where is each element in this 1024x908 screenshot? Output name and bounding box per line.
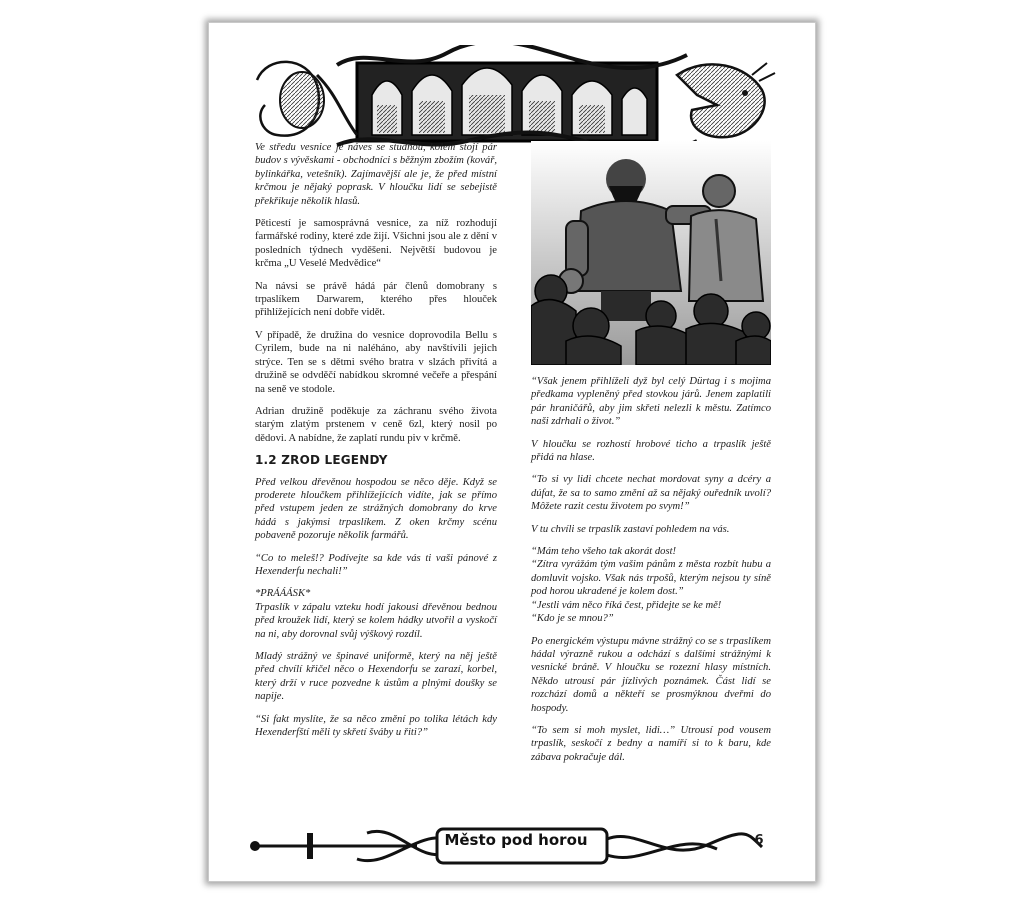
paragraph: “Jestli vám něco říká čest, přidejte se ke mě! — [531, 599, 722, 611]
paragraph: Mladý strážný ve špinavé uniformě, který na něj ještě před chvílí křičel něco o Hexendorfu se zarazí, korbel, který drží v ruce pozvedne k ústům a plnými doušky se napije. — [255, 651, 497, 703]
paragraph: Ve středu vesnice je náves se studnou, kolem stojí pár budov s vývěskami - obchodníci s běžným zbožím (kovář, bylinkářka, vetešník). Zajímavější ale je, že před místní krčmou je nějaký poprask. V hloučku lidí se sebejistě překřikuje několik hlasů. — [255, 142, 497, 207]
paragraph: Na návsi se právě hádá pár členů domobrany s trpaslíkem Darwarem, kterého přes hlouček přihlížejících není dobře vidět. — [255, 280, 497, 319]
paragraph: “Zítra vyrážám tým vašim pánům z města rozbít hubu a domluvit vojsko. Však nás trpošů, kterým nejsou ty síně pod horou ukradené je kolem dost.” — [531, 559, 771, 598]
paragraph: Pěticestí je samosprávná vesnice, za níž rozhodují farmářské rodiny, které zde žijí. Všichni jsou ale z dění v posledních týdnech vyděšeni. Největší budovou je krčma „U Veselé Medvědice“ — [255, 218, 497, 270]
paragraph: “Kdo je se mnou?” — [531, 613, 614, 625]
ornamental-header-banner — [247, 45, 777, 155]
paragraph: Po energickém výstupu mávne strážný co se s trpaslíkem hádal výrazně rukou a odchází s dalšími strážnými k vesnické bráně. V hloučku se rozezní hlasy místních. Někdo utrousí pár jízlivých poznámek. Část lidí se rozchází domů a někteří se prosmýknou dveřmi do hospody. — [531, 635, 771, 714]
paragraph: V hloučku se rozhostí hrobové ticho a trpaslík ještě přidá na hlase. — [531, 438, 771, 464]
dwarf-confronting-guard-illustration — [531, 141, 771, 365]
document-page — [208, 22, 816, 882]
paragraph: “To si vy lidi chcete nechat mordovat syny a dcéry a dúfat, že sa to samo změní až sa nějaký ouředník uvolí? Môžete razit cestu životem po svym!” — [531, 474, 771, 513]
left-column — [255, 141, 497, 748]
paragraph: “Mám teho všeho tak akorát dost! — [531, 546, 677, 558]
right-column — [531, 375, 771, 773]
footer-title: Město pod horou — [444, 831, 588, 849]
paragraph: “To sem si moh myslet, lidi…” Utrousí pod vousem trpaslík, seskočí z bedny a namíří si to k baru, kde zábava pokračuje dál. — [531, 724, 771, 763]
paragraph: “Si fakt myslíte, že sa něco změní po tolika létách kdy Hexenderfští měli ty skřetí šváby u řiti?” — [255, 713, 497, 739]
section-heading: 1.2 ZROD LEGENDY — [255, 453, 388, 468]
paragraph: V tu chvíli se trpaslík zastaví pohledem na vás. — [531, 523, 730, 535]
paragraph: V případě, že družina do vesnice doprovodila Bellu s Cyrilem, bude na ni naléháno, aby navštívili jejich strýce. Ten se s dětmi svého bratra v slzách přivítá a družině se odvděčí nabídkou skromné večeře a přespání na seně ve stodole. — [255, 329, 497, 395]
paragraph: *PRÁÁÁSK* — [255, 588, 311, 600]
paragraph: “Však jenem přihlíželi dyž byl celý Dürtag i s mojima předkama vypleněný před stovkou járů. Jenem zaplatili pár hraničářů, aby jim skřeti nelezli k městu. Zatímco naši zdrhali o život.” — [531, 376, 771, 428]
paragraph: “Co to meleš!? Podívejte sa kde vás ti vaši pánové z Hexenderfu nechali!” — [255, 552, 497, 577]
page-number: 6 — [754, 833, 764, 848]
paragraph: Před velkou dřevěnou hospodou se něco děje. Když se proderete hloučkem přihlížejících vidíte, jak se přímo před vstupem jeden ze strážných domobrany do krve hádá s jakýmsi trpaslíkem. Z oken krčmy scénu pobaveně pozoruje několik farmářů. — [255, 476, 497, 542]
paragraph: Adrian družině poděkuje za záchranu svého života starým zlatým prstenem v ceně 6zl, který nosil po dědovi. A nabídne, že zaplatí rundu piv v krčmě. — [255, 405, 497, 444]
paragraph: Trpaslík v zápalu vzteku hodí jakousi dřevěnou bednou před kroužek lidí, který se kolem hádky utvořil a vyskočí na ni, aby dorovnal svůj výškový rozdíl. — [255, 601, 497, 640]
